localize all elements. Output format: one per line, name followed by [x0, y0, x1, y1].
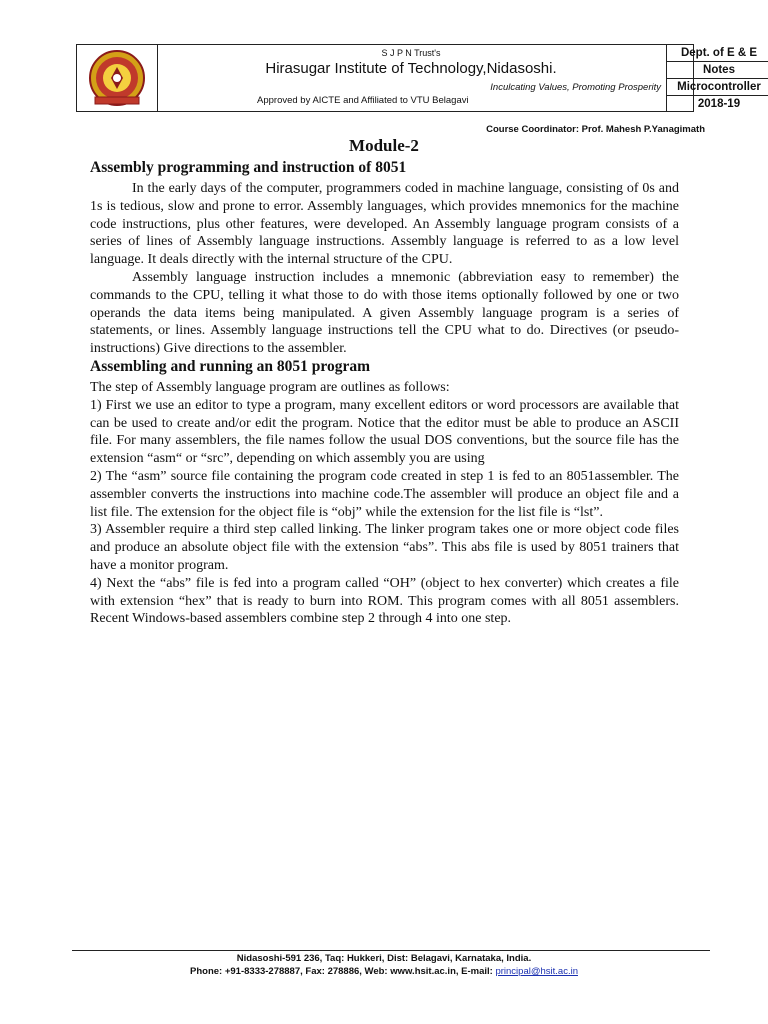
footer-address: Nidasoshi-591 236, Taq: Hukkeri, Dist: Belagavi, Karnataka, India.	[236, 953, 532, 964]
logo-cell	[77, 45, 158, 111]
intro-text: The step of Assembly language program are outlines as follows:	[90, 380, 450, 395]
paragraph: Assembly language instruction includes a mnemonic (abbreviation easy to remember) the commands to the CPU, telling it what those to do with those items optionally followed by one or two operands the data items being manipulated. A given Assembly language program is a series of statements, or lines. Assembly language instructions tell the CPU what to do. Directives (or pseudo-instructions) Give directions to the assembler.	[90, 269, 679, 357]
trust-name: S J P N Trust's	[381, 48, 441, 58]
step-item: 1) First we use an editor to type a program, many excellent editors or word processors are available that can be used to create and/or edit the program. Notice that the editor must be able to produce an ASCII file. For many assemblers, the file names follow the usual DOS conventions, but the source file has the extension “asm“ or “src”, depending on which assembly you are using	[90, 397, 679, 467]
section-heading-assembly-programming: Assembly programming and instruction of 8051	[90, 159, 407, 176]
course-coordinator: Course Coordinator: Prof. Mahesh P.Yanagimath	[486, 124, 705, 135]
step-item: 2) The “asm” source file containing the program code created in step 1 is fed to an 8051assembler. The assembler converts the instructions into machine code.The assembler will produce an object file and a list file. The extension for the object file is “obj” while the extension for the list file is “lst”.	[90, 468, 679, 520]
notes-cell: Notes	[667, 62, 768, 79]
approval-line: Approved by AICTE and Affiliated to VTU Belagavi	[257, 95, 469, 106]
year-cell: 2018-19	[697, 98, 741, 110]
institute-motto: Inculcating Values, Promoting Prosperity	[490, 82, 661, 93]
email-link[interactable]: principal@hsit.ac.in	[495, 966, 578, 977]
dept-cell: Dept. of E & E	[667, 45, 768, 62]
institute-name: Hirasugar Institute of Technology,Nidasoshi.	[265, 60, 557, 77]
footer-contact	[0, 966, 768, 977]
section2-body	[90, 379, 679, 628]
paragraph: In the early days of the computer, programmers coded in machine language, consisting of 0s and 1s is tedious, slow and prone to error. Assembly languages, which provides mnemonics for the machine code instructions, plus other features, were developed. An Assembly language program consists of a series of lines of Assembly language instructions. Assembly language is referred to as a low level language. It deals directly with the internal structure of the CPU.	[90, 181, 679, 268]
step-item: 3) Assembler require a third step called linking. The linker program takes one or more object code files and produce an absolute object file with the extension “abs”. This abs file is used by 8051 trainers that have a monitor program.	[90, 522, 679, 573]
subject-cell: Microcontroller	[667, 79, 768, 96]
header-middle	[157, 45, 665, 111]
institute-emblem-icon	[77, 45, 157, 111]
section1-body	[90, 180, 679, 358]
header-info-cells	[666, 45, 768, 111]
document-header	[76, 44, 761, 112]
footer-contact-text: Phone: +91-8333-278887, Fax: 278886, Web: www.hsit.ac.in, E-mail:	[190, 966, 496, 977]
section-heading-assembling-running: Assembling and running an 8051 program	[90, 358, 371, 375]
step-item: 4) Next the “abs” file is fed into a program called “OH” (object to hex converter) which creates a file with extension “hex” that is ready to burn into ROM. This program comes with all 8051 assemblers. Recent Windows-based assemblers combine step 2 through 4 into one step.	[90, 575, 679, 627]
module-title: Module-2	[349, 136, 419, 155]
footer-divider	[72, 950, 710, 951]
